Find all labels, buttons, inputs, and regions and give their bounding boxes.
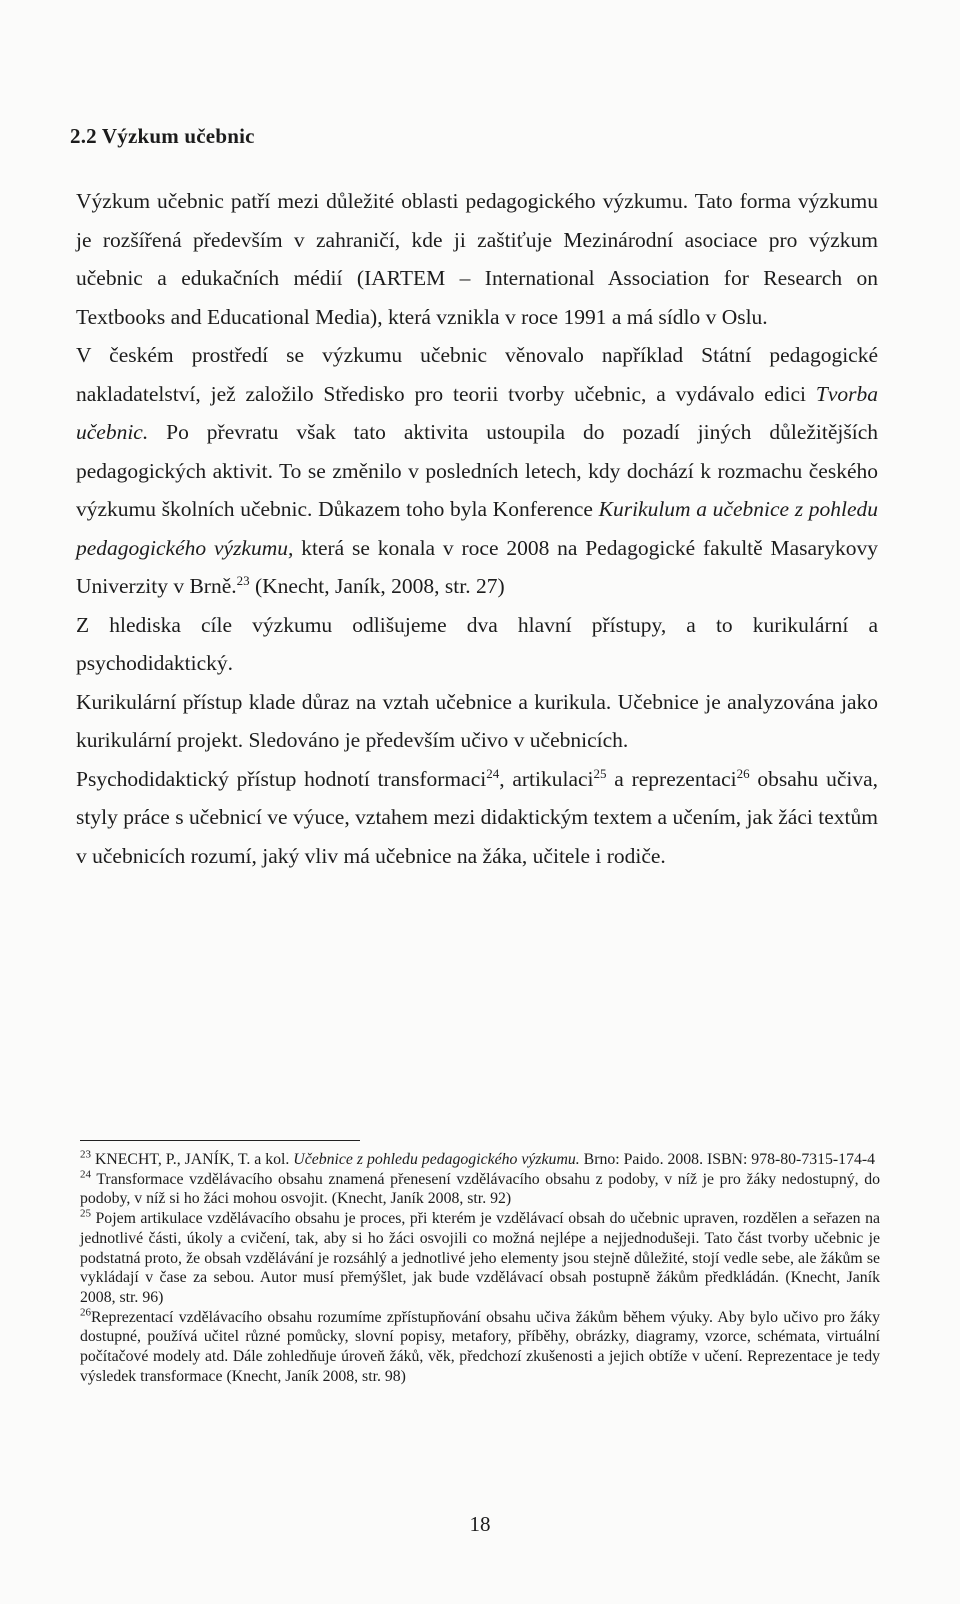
text-run: která se konala v roce 2008 na Pedagogické fakultě Masarykovy Univerzity v Brně. xyxy=(76,535,879,598)
footnote-text: Pojem artikulace vzdělávacího obsahu je proces, při kterém je vzdělávací obsah do učebnic upraven, rozdělen a seřazen na jednotlivé části, úkoly a cvičení, tak, aby si ho žáci osvojili co možná nejlépe a nejjednodušeji. Tato část tvorby učebnic je podstatná proto, že obsah vzdělávání je rozsáhlý a jednotlivé jeho elementy jsou stejně důležité, stojí vedle sebe, ale žákům se vykládají v čase za sebou. Autor musí přemýšlet, jak bude vzdělávací obsah postupně žákům předkládán. (Knecht, Janík 2008, str. 96) xyxy=(80,1210,880,1306)
italic-title-tvorba: Tvorba učebnic. xyxy=(76,381,878,444)
footnote-text: Brno: Paido. 2008. ISBN: 978-80-7315-174-4 xyxy=(579,1151,876,1168)
footnote-text: KNECHT, P., JANÍK, T. a kol. xyxy=(91,1151,294,1168)
footnote-24 xyxy=(80,1170,880,1209)
paragraph-curricular: Kurikulární přístup klade důraz na vztah učebnice a kurikula. Učebnice je analyzována jako kurikulární projekt. Sledováno je především učivo v učebnicích. xyxy=(76,689,878,752)
footnote-ref-25[interactable]: 25 xyxy=(593,765,607,781)
footnote-divider xyxy=(80,1140,360,1141)
footnote-number: 25 xyxy=(80,1207,91,1220)
text-run: (Knecht, Janík, 2008, str. 27) xyxy=(249,574,505,598)
paragraph-psychodidactic xyxy=(76,760,878,876)
paragraph-approaches: Z hlediska cíle výzkumu odlišujeme dva hlavní přístupy, a to kurikulární a psychodidaktický. xyxy=(76,612,878,675)
footnote-italic-title: Učebnice z pohledu pedagogického výzkumu. xyxy=(293,1151,580,1168)
paragraph-intro: Výzkum učebnic patří mezi důležité oblasti pedagogického výzkumu. Tato forma výzkumu je rozšířená především v zahraničí, kde ji zaštiťuje Mezinárodní asociace pro výzkum učebnic a edukačních médií (IARTEM – International Association for Research on Textbooks and Educational Media), která vznikla v roce 1991 a má sídlo v Oslu. xyxy=(76,189,878,329)
italic-title-conference: Kurikulum a učebnice z pohledu pedagogického výzkumu, xyxy=(76,497,878,560)
footnotes xyxy=(80,1150,880,1386)
text-run: Psychodidaktický přístup hodnotí transformaci xyxy=(76,766,487,791)
footnote-number: 24 xyxy=(80,1168,91,1181)
footnote-number: 23 xyxy=(80,1148,91,1161)
footnote-number: 26 xyxy=(80,1306,91,1319)
text-run: obsahu učiva, styly práce s učebnicí ve výuce, vztahem mezi didaktickým textem a učením, jak žáci textům v učebnicích rozumí, jaký vliv má učebnice na žáka, učitele i rodiče. xyxy=(76,766,879,868)
footnote-ref-24[interactable]: 24 xyxy=(486,765,500,781)
text-run: , artikulaci xyxy=(499,766,594,791)
text-run: V českém prostředí se výzkumu učebnic věnovalo například Státní pedagogické nakladatelství, jež založilo Středisko pro teorii tvorby učebnic, a vydávalo edici xyxy=(76,343,878,406)
section-heading: 2.2 Výzkum učebnic xyxy=(70,124,255,148)
footnote-ref-26[interactable]: 26 xyxy=(736,765,750,781)
footnote-text: Reprezentací vzdělávacího obsahu rozumíme zpřístupňování obsahu učiva žákům během výuky. Aby bylo učivo pro žáky dostupné, používá učitel různé pomůcky, slovní popisy, metafory, příběhy, obrázky, diagramy, vzorce, schémata, virtuální počítačové modely atd. Dále zohledňuje úroveň žáků, věk, předchozí zkušenosti a jejich obtíže v učení. Reprezentace je tedy výsledek transformace (Knecht, Janík 2008, str. 98) xyxy=(80,1308,880,1385)
footnote-23 xyxy=(80,1150,880,1170)
text-run: a reprezentaci xyxy=(606,766,737,791)
body-text xyxy=(76,182,878,875)
page-number: 18 xyxy=(469,1512,491,1536)
text-run: Po převratu však tato aktivita ustoupila do pozadí jiných důležitějších pedagogických aktivit. To se změnilo v posledních letech, kdy dochází k rozmachu českého výzkumu školních učebnic. Důkazem toho byla Konference xyxy=(76,420,878,521)
footnote-ref-23[interactable]: 23 xyxy=(236,572,250,588)
paragraph-czech-research xyxy=(76,336,878,606)
footnote-25 xyxy=(80,1209,880,1308)
footnote-26 xyxy=(80,1308,880,1387)
footnote-text: Transformace vzdělávacího obsahu znamená přenesení vzdělávacího obsahu z podoby, v níž je pro žáky nedostupný, do podoby, v níž si ho žáci mohou osvojit. (Knecht, Janík 2008, str. 92) xyxy=(80,1170,880,1208)
